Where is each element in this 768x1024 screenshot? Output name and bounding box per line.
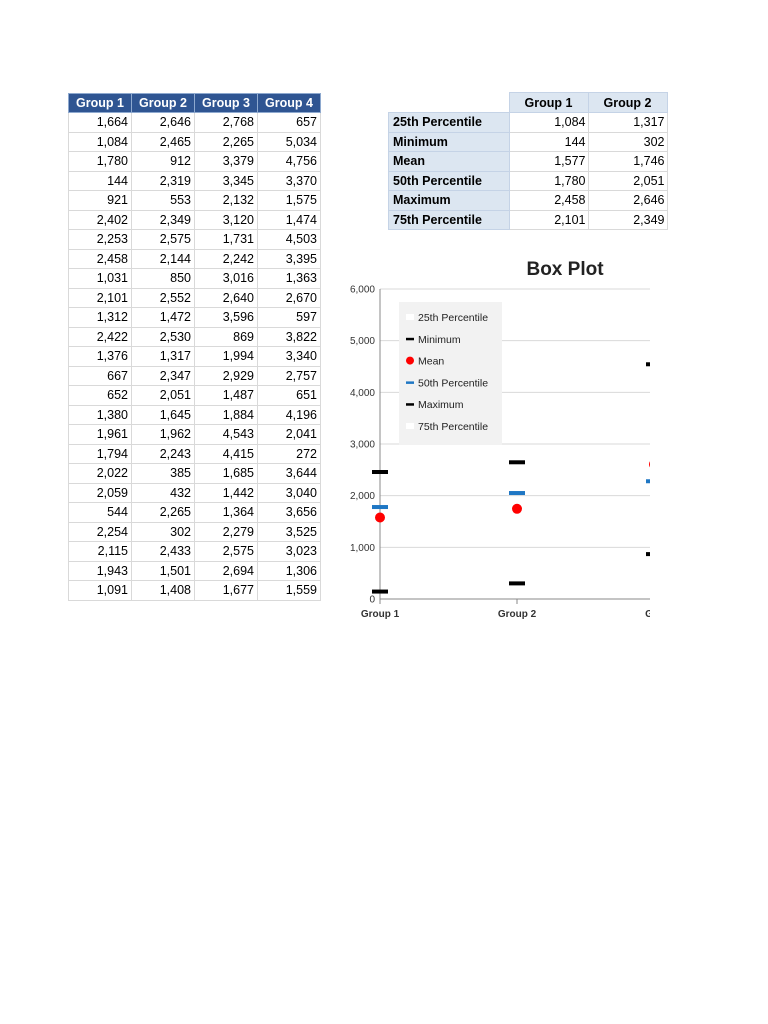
y-tick-label: 2,000 [349, 491, 375, 503]
stats-cell: 2,458 [509, 191, 588, 211]
data-table-header-cell: Group 1 [69, 94, 132, 113]
table-cell: 2,279 [195, 522, 258, 542]
series-marker-50th-percentile [646, 479, 650, 483]
table-cell: 3,345 [195, 171, 258, 191]
table-cell: 1,943 [69, 561, 132, 581]
table-cell: 3,525 [258, 522, 321, 542]
stats-row-label: 25th Percentile [389, 113, 510, 133]
table-cell: 1,645 [132, 405, 195, 425]
table-cell: 2,132 [195, 191, 258, 211]
table-row [69, 210, 321, 230]
table-cell: 1,664 [69, 113, 132, 133]
legend-swatch [406, 381, 414, 384]
table-cell: 1,376 [69, 347, 132, 367]
table-cell: 3,644 [258, 464, 321, 484]
data-table-body [69, 113, 321, 601]
stats-table [388, 92, 668, 230]
legend-swatch [406, 403, 414, 406]
table-cell: 1,962 [132, 425, 195, 445]
table-row [69, 171, 321, 191]
table-cell: 2,433 [132, 542, 195, 562]
data-table [68, 93, 321, 601]
table-cell: 4,756 [258, 152, 321, 172]
series-marker-minimum [509, 581, 525, 585]
table-cell: 2,051 [132, 386, 195, 406]
table-row [69, 581, 321, 601]
table-cell: 1,442 [195, 483, 258, 503]
stats-cell: 302 [588, 132, 667, 152]
table-row [69, 308, 321, 328]
table-cell: 3,370 [258, 171, 321, 191]
table-cell: 2,253 [69, 230, 132, 250]
y-tick-label: 0 [369, 594, 375, 606]
table-row [69, 425, 321, 445]
x-category-label: Group 1 [360, 609, 400, 620]
table-row [69, 152, 321, 172]
stats-cell: 2,349 [588, 210, 667, 230]
stats-table-header-row [389, 93, 668, 113]
table-cell: 432 [132, 483, 195, 503]
table-row [69, 444, 321, 464]
table-row [69, 132, 321, 152]
stats-cell: 144 [509, 132, 588, 152]
table-cell: 2,347 [132, 366, 195, 386]
box-plot-chart [330, 250, 663, 630]
table-cell: 651 [258, 386, 321, 406]
series-marker-50th-percentile [509, 491, 525, 495]
table-cell: 652 [69, 386, 132, 406]
table-cell: 3,016 [195, 269, 258, 289]
table-cell: 912 [132, 152, 195, 172]
legend-label: 75th Percentile [418, 421, 489, 433]
table-cell: 1,994 [195, 347, 258, 367]
table-row [69, 386, 321, 406]
table-cell: 1,317 [132, 347, 195, 367]
series-marker-mean [649, 459, 650, 469]
table-cell: 657 [258, 113, 321, 133]
table-row [69, 191, 321, 211]
table-cell: 2,265 [195, 132, 258, 152]
table-cell: 3,395 [258, 249, 321, 269]
table-cell: 1,961 [69, 425, 132, 445]
legend-swatch [406, 338, 414, 341]
table-cell: 2,243 [132, 444, 195, 464]
table-cell: 2,144 [132, 249, 195, 269]
table-row [69, 288, 321, 308]
data-table-header-cell: Group 3 [195, 94, 258, 113]
table-cell: 2,319 [132, 171, 195, 191]
table-row [69, 464, 321, 484]
table-cell: 2,552 [132, 288, 195, 308]
table-cell: 1,364 [195, 503, 258, 523]
table-cell: 1,487 [195, 386, 258, 406]
stats-cell: 2,101 [509, 210, 588, 230]
table-cell: 2,115 [69, 542, 132, 562]
table-cell: 597 [258, 308, 321, 328]
series-marker-maximum [372, 470, 388, 474]
table-cell: 1,474 [258, 210, 321, 230]
table-cell: 544 [69, 503, 132, 523]
series-marker-maximum [646, 362, 650, 366]
table-cell: 2,640 [195, 288, 258, 308]
series-marker-mean [375, 513, 385, 523]
stats-cell: 2,051 [588, 171, 667, 191]
y-tick-label: 4,000 [349, 387, 375, 399]
box-plot-svg [330, 250, 663, 630]
table-cell: 553 [132, 191, 195, 211]
table-row [69, 113, 321, 133]
table-cell: 2,022 [69, 464, 132, 484]
table-cell: 2,349 [132, 210, 195, 230]
table-cell: 1,884 [195, 405, 258, 425]
table-cell: 1,575 [258, 191, 321, 211]
table-cell: 2,458 [69, 249, 132, 269]
table-cell: 302 [132, 522, 195, 542]
y-tick-label: 1,000 [349, 542, 375, 554]
series-marker-minimum [646, 552, 650, 556]
table-cell: 3,596 [195, 308, 258, 328]
table-cell: 869 [195, 327, 258, 347]
legend-label: Maximum [418, 399, 464, 412]
table-cell: 2,575 [132, 230, 195, 250]
table-cell: 2,059 [69, 483, 132, 503]
table-cell: 3,023 [258, 542, 321, 562]
table-cell: 3,040 [258, 483, 321, 503]
stats-row-label: 50th Percentile [389, 171, 510, 191]
stats-table-header-cell: Group 2 [588, 93, 667, 113]
table-cell: 1,091 [69, 581, 132, 601]
series-marker-50th-percentile [372, 505, 388, 509]
y-tick-label: 6,000 [349, 284, 375, 296]
stats-row [389, 113, 668, 133]
table-row [69, 542, 321, 562]
legend-label: Mean [418, 355, 445, 368]
stats-row-label: Mean [389, 152, 510, 172]
table-cell: 4,196 [258, 405, 321, 425]
table-cell: 2,646 [132, 113, 195, 133]
stats-row-label: Minimum [389, 132, 510, 152]
x-category-label: Group 2 [497, 609, 537, 620]
table-row [69, 522, 321, 542]
table-cell: 3,379 [195, 152, 258, 172]
table-row [69, 230, 321, 250]
table-row [69, 347, 321, 367]
table-cell: 2,242 [195, 249, 258, 269]
table-cell: 1,084 [69, 132, 132, 152]
stats-cell: 2,646 [588, 191, 667, 211]
stats-row [389, 171, 668, 191]
table-cell: 1,380 [69, 405, 132, 425]
stats-row-label: 75th Percentile [389, 210, 510, 230]
stats-table-header-cell: Group 1 [509, 93, 588, 113]
x-category-label: Gro [645, 609, 663, 620]
legend-label: Minimum [418, 333, 461, 346]
stats-row [389, 191, 668, 211]
table-row [69, 503, 321, 523]
stats-cell: 1,084 [509, 113, 588, 133]
legend-label: 25th Percentile [418, 312, 489, 324]
table-cell: 2,254 [69, 522, 132, 542]
table-cell: 667 [69, 366, 132, 386]
legend-label: 50th Percentile [418, 377, 489, 390]
legend-swatch [406, 423, 414, 429]
table-cell: 1,472 [132, 308, 195, 328]
table-row [69, 249, 321, 269]
stats-table-corner [389, 93, 510, 113]
table-cell: 1,677 [195, 581, 258, 601]
stats-cell: 1,746 [588, 152, 667, 172]
stats-row-label: Maximum [389, 191, 510, 211]
table-cell: 1,780 [69, 152, 132, 172]
table-cell: 2,402 [69, 210, 132, 230]
stats-cell: 1,317 [588, 113, 667, 133]
table-cell: 2,670 [258, 288, 321, 308]
table-cell: 1,685 [195, 464, 258, 484]
table-row [69, 561, 321, 581]
table-cell: 144 [69, 171, 132, 191]
table-cell: 3,656 [258, 503, 321, 523]
table-cell: 2,101 [69, 288, 132, 308]
stats-cell: 1,780 [509, 171, 588, 191]
table-cell: 4,415 [195, 444, 258, 464]
table-cell: 385 [132, 464, 195, 484]
table-cell: 3,120 [195, 210, 258, 230]
series-marker-mean [512, 504, 522, 514]
table-row [69, 327, 321, 347]
y-tick-label: 3,000 [349, 439, 375, 451]
table-cell: 2,265 [132, 503, 195, 523]
table-cell: 921 [69, 191, 132, 211]
y-tick-label: 5,000 [349, 336, 375, 348]
table-cell: 1,312 [69, 308, 132, 328]
chart-title: Box Plot [526, 259, 604, 280]
stats-row [389, 210, 668, 230]
table-cell: 2,757 [258, 366, 321, 386]
table-cell: 2,465 [132, 132, 195, 152]
table-cell: 1,731 [195, 230, 258, 250]
legend-swatch [406, 314, 414, 320]
table-cell: 2,575 [195, 542, 258, 562]
table-cell: 1,306 [258, 561, 321, 581]
table-cell: 1,501 [132, 561, 195, 581]
stats-row [389, 152, 668, 172]
table-row [69, 405, 321, 425]
table-cell: 2,530 [132, 327, 195, 347]
table-cell: 2,422 [69, 327, 132, 347]
table-cell: 3,822 [258, 327, 321, 347]
table-cell: 1,794 [69, 444, 132, 464]
table-cell: 272 [258, 444, 321, 464]
table-cell: 2,929 [195, 366, 258, 386]
data-table-header-cell: Group 4 [258, 94, 321, 113]
table-cell: 1,559 [258, 581, 321, 601]
legend-swatch [406, 357, 414, 365]
table-cell: 1,408 [132, 581, 195, 601]
table-cell: 3,340 [258, 347, 321, 367]
stats-row [389, 132, 668, 152]
data-table-header-row [69, 94, 321, 113]
table-cell: 1,031 [69, 269, 132, 289]
table-cell: 2,768 [195, 113, 258, 133]
table-row [69, 366, 321, 386]
table-row [69, 483, 321, 503]
table-cell: 4,543 [195, 425, 258, 445]
data-table-header-cell: Group 2 [132, 94, 195, 113]
table-row [69, 269, 321, 289]
table-cell: 5,034 [258, 132, 321, 152]
stats-cell: 1,577 [509, 152, 588, 172]
table-cell: 1,363 [258, 269, 321, 289]
table-cell: 2,694 [195, 561, 258, 581]
series-marker-minimum [372, 590, 388, 594]
table-cell: 4,503 [258, 230, 321, 250]
stats-table-body [389, 113, 668, 230]
table-cell: 2,041 [258, 425, 321, 445]
table-cell: 850 [132, 269, 195, 289]
series-marker-maximum [509, 460, 525, 464]
